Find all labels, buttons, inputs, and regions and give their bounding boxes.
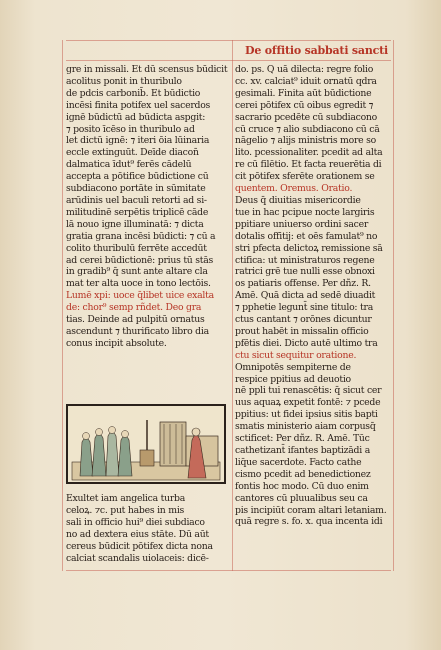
right-column-line: smatis ministerio aiam corpusq̄ xyxy=(235,421,376,433)
left-column-line: ascendunt ⁊ thurificato libro dia xyxy=(66,325,209,337)
left-column-line: in gradib⁹ q̄ sunt ante altare cla xyxy=(66,266,208,278)
left-column-line: acolitus ponit in thuribulo xyxy=(66,75,182,87)
rule-left xyxy=(62,40,63,571)
right-column-line: cantores cū pluualibus seu ca xyxy=(235,492,368,504)
left-column-line: colito thuribulū ferrēte accedūt xyxy=(66,242,207,254)
rule-right xyxy=(393,40,394,571)
right-column-line: cerei pōtifex cū oibus egredit ⁊ xyxy=(235,99,374,111)
left-column-line: gre in missali. Et dū scensus būdicit xyxy=(66,64,228,75)
bottom-column-line: celoꝝ. ⁊c. put habes in mis xyxy=(66,504,185,516)
left-column-line: militudinē serpētis triplicē cāde xyxy=(66,206,209,218)
right-column-line: re cū filētio. Et facta reuerētia di xyxy=(235,159,382,171)
left-column-line: accepta a pōtifice būdictione cū xyxy=(66,171,209,183)
right-column-line: uus aquaꝝ expetit fontē: ⁊ pcede xyxy=(235,397,381,409)
right-column-line: cismo pcedit ad benedictionez xyxy=(235,468,371,480)
left-column-line: mat ter alta uoce in tono lectōis. xyxy=(66,278,211,290)
right-column-line: gesimali. Finita aūt būdictione xyxy=(235,87,372,99)
left-column-line: ignē būdictū ad būdicta aspgit: xyxy=(66,111,206,123)
bottom-column-line: calciat scandalis uiolaceis: dicē- xyxy=(66,552,209,564)
right-column-line: sctificet: Per dñz. R. Amē. Tūc xyxy=(235,433,370,445)
right-column-line: quā regre s. fo. x. qua incenta idi xyxy=(235,516,383,528)
bottom-column-line: Exultet iam angelica turba xyxy=(66,493,186,504)
text-column-left-bottom xyxy=(66,493,230,573)
bottom-column-line: no ad dextera eius stāte. Dū aūt xyxy=(66,528,209,540)
left-column-line: gratia grana incēsi būdicti: ⁊ cū a xyxy=(66,230,216,242)
right-column-line: fontis hoc modo. Cū duo enim xyxy=(235,480,369,492)
right-column-line: sacrario pcedēte cū subdiacono xyxy=(235,111,377,123)
right-column-line: lito. pcessionaliter. pcedit ad alta xyxy=(235,147,383,159)
left-column-line: dalmatica īdut⁹ ferēs cādelū xyxy=(66,159,192,171)
right-column-line: cit pōtifex sferēte orationem se xyxy=(235,171,375,183)
right-column-line: Deus q̄ diuitias misericordie xyxy=(235,194,361,206)
left-column-line: arūdinis uel baculi retorti ad si- xyxy=(66,194,207,206)
right-column-line: liq̄ue sacerdote. Facto cathe xyxy=(235,456,362,468)
right-column-line: cū cruce ⁊ alio subdiacono cū cā xyxy=(235,123,380,135)
right-column-line: ctifica: ut ministraturos regene xyxy=(235,254,375,266)
woodcut-scene xyxy=(68,406,224,482)
right-column-line: cc. xv. calciat⁹ iduit ornatū qdra xyxy=(235,75,377,87)
bottom-column-line: cereus būdicit pōtifex dicta nona xyxy=(66,540,213,552)
left-column-line: de: chor⁹ semp rñdet. Deo gra xyxy=(66,302,202,314)
right-column-line: nāgelio ⁊ alijs ministris more so xyxy=(235,135,376,147)
right-column-line: dotalis offitij: et oēs famulat⁹ no xyxy=(235,230,378,242)
left-column-line: de pdcis carbonib̄. Et būdictio xyxy=(66,87,201,99)
right-column-line: stri pfecta delictoꝝ remissione sā xyxy=(235,242,383,254)
left-column-line: subdiacono portāte in sūmitate xyxy=(66,183,206,195)
left-column-line: Lumē xpi: uoce q̄libet uice exalta xyxy=(66,290,214,302)
right-column-line: respice ppitius ad deuotio xyxy=(235,373,351,385)
rule-mid-a xyxy=(232,40,233,571)
right-column-line: ratrici grē tue nulli esse obnoxi xyxy=(235,266,375,278)
text-column-left xyxy=(66,64,230,398)
right-column-line: ppitiare uniuerso ordini sacer xyxy=(235,218,369,230)
right-column-line: pfētis diei. Dicto autē ultimo tra xyxy=(235,337,378,349)
right-column-line: ctus cantant ⁊ orōnes dicuntur xyxy=(235,314,372,326)
right-column-line: prout habēt in missalin officio xyxy=(235,325,369,337)
right-column-line: Omnipotēs sempiterne de xyxy=(235,361,351,373)
right-column-line: os patiaris offense. Per dñz. R. xyxy=(235,278,371,290)
right-column-line: pis incipiūt coram altari letaniam. xyxy=(235,504,387,516)
right-column-line: ppitius: ut fidei ipsius sitis bapti xyxy=(235,409,378,421)
right-column-line: do. ps. Q uā dilecta: regre folio xyxy=(235,64,374,75)
right-column-line: quentem. Oremus. Oratio. xyxy=(235,183,353,195)
left-column-line: let dictū ignē: ⁊ iteri ōia lūinaria xyxy=(66,135,210,147)
left-column-line: ⁊ posito īcēso in thuribulo ad xyxy=(66,123,195,135)
text-column-right xyxy=(235,64,391,569)
right-column-line: nē ppli tui renascētis: q̄ sicut cer xyxy=(235,385,382,397)
right-column-line: tue in hac pcipue nocte largiris xyxy=(235,206,375,218)
woodcut-illustration xyxy=(66,404,226,484)
left-column-line: lā nouo igne illuminatā: ⁊ dicta xyxy=(66,218,204,230)
page-title: De offitio sabbati sancti xyxy=(245,44,388,57)
left-column-line: eccle extinguūt. Deīde diacon̄ xyxy=(66,147,199,159)
left-column-line: conus incipit absolute. xyxy=(66,337,167,349)
right-column-line: ⁊ pphetie legunt̄ sine titulo: tra xyxy=(235,302,373,314)
right-column-line: ctu sicut sequitur oratione. xyxy=(235,349,357,361)
left-column-line: ad cerei būdictionē: prius tū stās xyxy=(66,254,214,266)
right-column-line: Amē. Quā dicta ad sedē diuadit xyxy=(235,290,376,302)
left-column-line: incēsi finita potifex uel sacerdos xyxy=(66,99,211,111)
right-column-line: cathetizant̄ ifantes baptizādi a xyxy=(235,445,370,456)
rule-top xyxy=(66,40,391,41)
bottom-column-line: sali in officio hui⁹ diei subdiaco xyxy=(66,516,205,528)
left-column-line: tias. Deinde ad pulpitū ornatus xyxy=(66,314,205,326)
rule-top-2 xyxy=(66,60,391,61)
